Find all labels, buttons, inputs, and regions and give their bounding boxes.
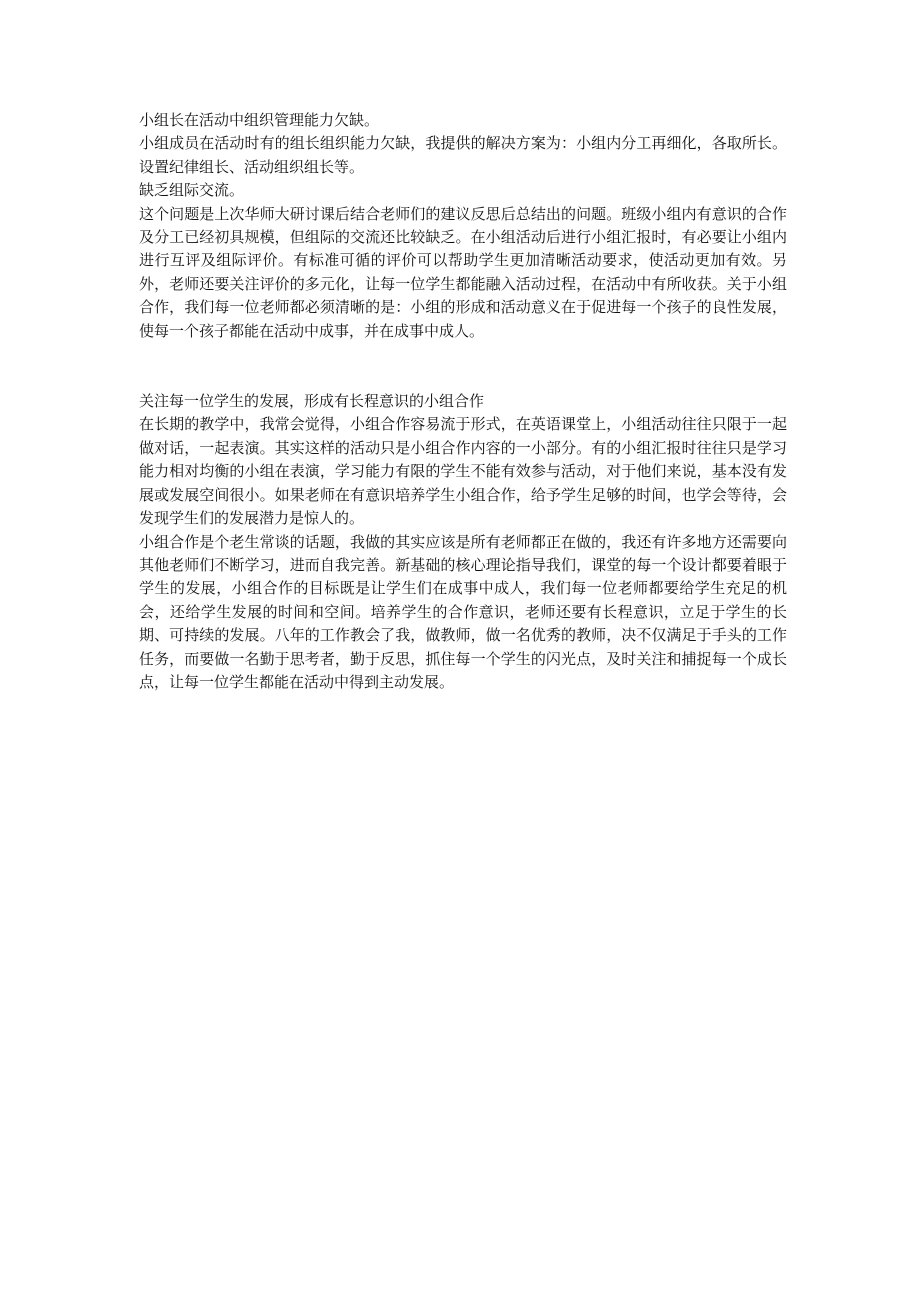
section1-paragraph-2: 这个问题是上次华师大研讨课后结合老师们的建议反思后总结出的问题。班级小组内有意识的合作及分工已经初具规模，但组际的交流还比较缺乏。在小组活动后进行小组汇报时，有必要让小组内进行互评及组际评价。有标准可循的评价可以帮助学生更加清晰活动要求，使活动更加有效。另外，老师还要关注评价的多元化，让每一位学生都能融入活动过程，在活动中有所收获。关于小组合作，我们每一位老师都必须清晰的是：小组的形成和活动意义在于促进每一个孩子的良性发展，使每一个孩子都能在活动中成事，并在成事中成人。 — [139, 204, 787, 340]
section2-paragraph-1: 在长期的教学中，我常会觉得，小组合作容易流于形式，在英语课堂上，小组活动往往只限于一起做对话，一起表演。其实这样的活动只是小组合作内容的一小部分。有的小组汇报时往往只是学习能力相对均衡的小组在表演，学习能力有限的学生不能有效参与活动，对于他们来说，基本没有发展或发展空间很小。如果老师在有意识培养学生小组合作，给予学生足够的时间，也学会等待，会发现学生们的发展潜力是惊人的。 — [139, 415, 787, 528]
section2-heading: 关注每一位学生的发展，形成有长程意识的小组合作 — [139, 392, 485, 411]
section1-paragraph-1: 小组成员在活动时有的组长组织能力欠缺，我提供的解决方案为：小组内分工再细化，各取所长。设置纪律组长、活动组织组长等。 — [139, 134, 787, 176]
section-spacer — [139, 343, 787, 390]
section2-paragraph-2: 小组合作是个老生常谈的话题，我做的其实应该是所有老师都正在做的，我还有许多地方还需要向其他老师们不断学习，进而自我完善。新基础的核心理论指导我们，课堂的每一个设计都要着眼于学生的发展，小组合作的目标既是让学生们在成事中成人，我们每一位老师都要给学生充足的机会，还给学生发展的时间和空间。培养学生的合作意识，老师还要有长程意识，立足于学生的长期、可持续的发展。八年的工作教会了我，做教师，做一名优秀的教师，决不仅满足于手头的工作任务，而要做一名勤于思考者，勤于反思，抓住每一个学生的闪光点，及时关注和捕捉每一个成长点，让每一位学生都能在活动中得到主动发展。 — [139, 532, 787, 691]
section1-heading: 小组长在活动中组织管理能力欠缺。 — [139, 111, 380, 129]
document-body — [139, 109, 787, 694]
section1-subheading: 缺乏组际交流。 — [139, 181, 245, 200]
